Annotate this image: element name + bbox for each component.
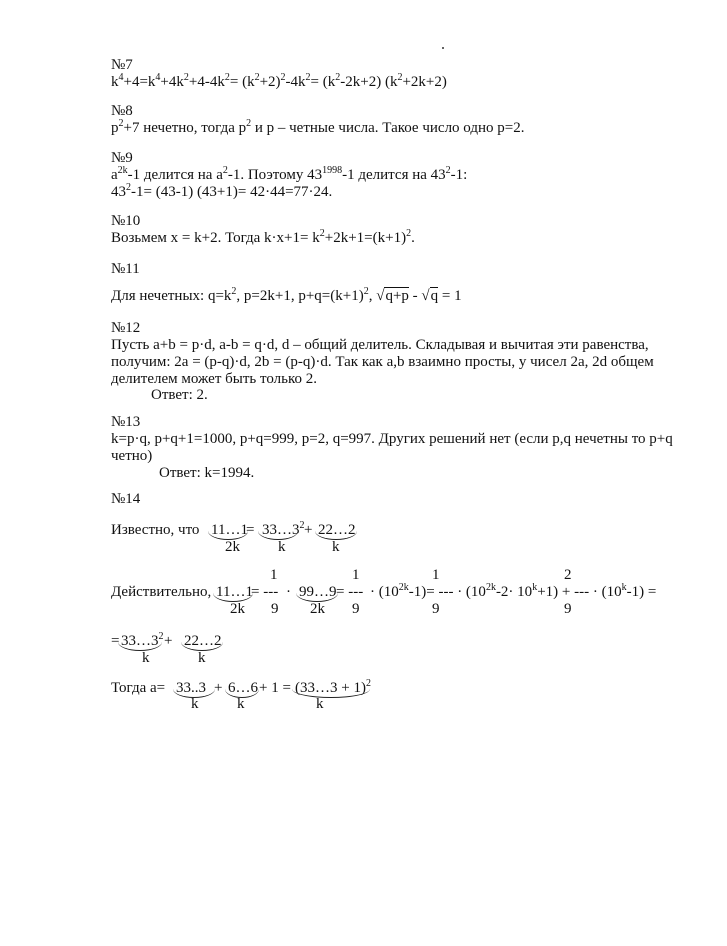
text: -1 делится на a <box>127 167 223 183</box>
text: · (10 <box>370 584 399 600</box>
p14-known-plus: + <box>304 522 313 538</box>
sqrt-sign-icon: √ <box>421 288 430 304</box>
exp: 4 <box>118 72 124 83</box>
exp: 2 <box>299 520 305 531</box>
problem-12-line-1: Пусть a+b = p·d, a-b = q·d, d – общий делитель. Складывая и вычитая эти равенства, <box>111 337 649 353</box>
eq-text: +2) <box>259 74 281 90</box>
p14-indeed-under-1: 2k <box>230 601 245 617</box>
scan-speck <box>442 47 444 49</box>
exp: 2k <box>485 582 496 593</box>
exp: 2 <box>335 72 341 83</box>
p14-then-plus1: + 1 = <box>259 680 291 696</box>
eq-text: = (k <box>310 74 336 90</box>
p14-known-twos: 22…2 <box>318 522 356 538</box>
p14-then-pre: Тогда a= <box>111 680 166 696</box>
problem-12-line-2: получим: 2a = (p-q)·d, 2b = (p-q)·d. Так как a,b взаимно просты, у чисел 2a, 2d общем <box>111 354 654 370</box>
problem-7-title: №7 <box>111 57 133 73</box>
eq-text: = (k <box>229 74 255 90</box>
frac-3-denominator: 9 <box>432 601 440 617</box>
text: 33…3 <box>262 522 300 538</box>
p14-result-pre: = <box>111 633 120 649</box>
text: p <box>111 120 119 136</box>
exp: 1998 <box>322 165 343 176</box>
p14-known-pre: Известно, что <box>111 522 200 538</box>
p14-indeed-ones: 11…1 <box>216 584 253 600</box>
exp: 2 <box>406 228 412 239</box>
eq-text: +4-4k <box>188 74 225 90</box>
exp: 2 <box>254 72 260 83</box>
text: -1) = <box>626 584 657 600</box>
eq-text: -4k <box>285 74 306 90</box>
problem-13-line-2: четно) <box>111 448 153 464</box>
eq-text: +4=k <box>123 74 156 90</box>
exp: 2 <box>363 286 369 297</box>
problem-7-equation <box>111 74 447 91</box>
text: -1 делится на 43 <box>342 167 446 183</box>
p14-result-under-1: k <box>142 650 150 666</box>
exp: 2 <box>445 165 451 176</box>
problem-14-title: №14 <box>111 491 141 507</box>
problem-11-text <box>111 288 462 305</box>
problem-10-title: №10 <box>111 213 141 229</box>
p14-known-ones: 11…1 <box>211 522 248 538</box>
frac-1-denominator: 9 <box>271 601 279 617</box>
exp: 2 <box>305 72 311 83</box>
exp: 2k <box>398 582 409 593</box>
problem-10-text <box>111 230 415 247</box>
text: 33…3 <box>121 633 159 649</box>
p14-indeed-eq1: = --- <box>251 584 279 600</box>
text: -1: <box>450 167 468 183</box>
text: = 1 <box>438 288 462 304</box>
text: -1. Поэтому 43 <box>227 167 323 183</box>
problem-12-title: №12 <box>111 320 141 336</box>
frac-4-numerator: 2 <box>564 567 572 583</box>
exp: 4 <box>155 72 161 83</box>
text: 43 <box>111 184 126 200</box>
p14-then-under-2: k <box>237 696 245 712</box>
radicand: q+p <box>385 288 409 304</box>
p14-then-under-3: k <box>316 696 324 712</box>
p14-indeed-term2 <box>370 584 656 601</box>
eq-text: k <box>111 74 119 90</box>
exp: 2 <box>224 72 230 83</box>
exp: 2 <box>126 182 131 193</box>
p14-then-plus: + <box>214 680 223 696</box>
p14-result-plus: + <box>164 633 173 649</box>
problem-9-line-1 <box>111 167 467 184</box>
text: (33…3 + 1) <box>295 680 366 696</box>
problem-13-answer: Ответ: k=1994. <box>159 465 255 481</box>
text: +2k+1=(k+1) <box>324 230 407 246</box>
problem-12-line-3: делителем может быть только 2. <box>111 371 318 387</box>
problem-13-line-1: k=p·q, p+q+1=1000, p+q=999, p=2, q=997. Других решений нет (если p,q нечетны то p+q <box>111 431 673 447</box>
problem-8-text <box>111 120 525 137</box>
p14-indeed-nines: 99…9 <box>299 584 337 600</box>
frac-3-numerator: 1 <box>432 567 440 583</box>
text: -2· 10 <box>495 584 533 600</box>
exp: k <box>621 582 627 593</box>
p14-indeed-dot1: · <box>286 584 291 600</box>
p14-known-under-2: k <box>278 539 286 555</box>
p14-known-under-1: 2k <box>225 539 240 555</box>
eq-text: +2k+2) <box>402 74 447 90</box>
problem-11-title: №11 <box>111 261 140 277</box>
text: . <box>411 230 415 246</box>
p14-indeed-eq2: = --- <box>336 584 364 600</box>
text: +1) + --- <box>537 584 590 600</box>
text: a <box>111 167 118 183</box>
exp: 2 <box>118 118 124 129</box>
exp: 2k <box>117 165 128 176</box>
frac-4-denominator: 9 <box>564 601 572 617</box>
exp: 2 <box>231 286 237 297</box>
exp: 2 <box>319 228 325 239</box>
exp: 2 <box>246 118 252 129</box>
frac-2-numerator: 1 <box>352 567 360 583</box>
p14-known-under-3: k <box>332 539 340 555</box>
p14-then-threes: 33..3 <box>176 680 206 696</box>
text: -1= (43-1) (43+1)= 42·44=77·24. <box>131 184 333 200</box>
p14-known-eq: = <box>246 522 255 538</box>
exp: 2 <box>222 165 228 176</box>
problem-8-title: №8 <box>111 103 133 119</box>
exp: 2 <box>183 72 189 83</box>
problem-9-line-2 <box>111 184 332 201</box>
text: -1)= --- <box>408 584 454 600</box>
p14-then-under-1: k <box>191 696 199 712</box>
p14-indeed-pre: Действительно, <box>111 584 212 600</box>
problem-12-answer: Ответ: 2. <box>151 387 208 403</box>
exp: 2 <box>397 72 403 83</box>
frac-2-denominator: 9 <box>352 601 360 617</box>
text: , p=2k+1, p+q=(k+1) <box>236 288 364 304</box>
text: Возьмем x = k+2. Тогда k·x+1= k <box>111 230 320 246</box>
sqrt-sign-icon: √ <box>376 288 385 304</box>
text: · (10 <box>453 584 486 600</box>
p14-then-sixes: 6…6 <box>228 680 258 696</box>
eq-text: +4k <box>160 74 184 90</box>
radicand: q <box>430 288 439 304</box>
p14-result-under-2: k <box>198 650 206 666</box>
exp: 2 <box>280 72 286 83</box>
exp: 2 <box>365 678 371 689</box>
text: - <box>408 288 422 304</box>
problem-9-title: №9 <box>111 150 133 166</box>
text: · (10 <box>589 584 622 600</box>
exp: 2 <box>158 631 164 642</box>
problem-13-title: №13 <box>111 414 141 430</box>
p14-indeed-under-2: 2k <box>310 601 325 617</box>
frac-1-numerator: 1 <box>270 567 278 583</box>
text: +7 нечетно, тогда p <box>123 120 247 136</box>
text: и p – четные числа. Такое число одно p=2. <box>251 120 525 136</box>
exp: k <box>532 582 538 593</box>
text: Для нечетных: q=k <box>111 288 232 304</box>
p14-result-twos: 22…2 <box>184 633 222 649</box>
eq-text: -2k+2) (k <box>340 74 398 90</box>
text: , <box>368 288 377 304</box>
